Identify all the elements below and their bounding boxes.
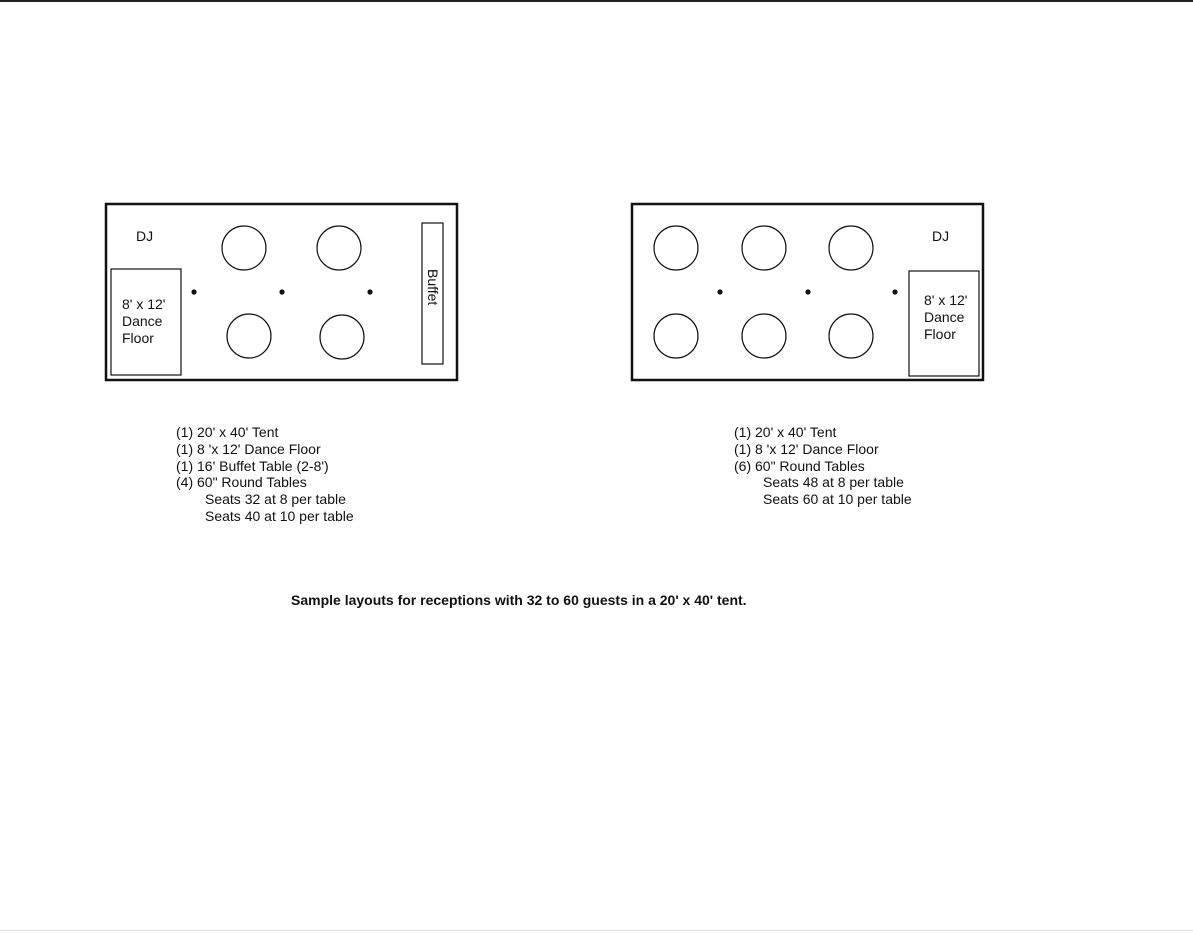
tent-layout-a: [106, 204, 457, 380]
spec-item: (1) 16' Buffet Table (2-8'): [176, 457, 329, 474]
round-table: [320, 315, 364, 359]
dj-label: DJ: [136, 228, 154, 244]
tent-layout-b: [632, 204, 983, 380]
spec-item: (1) 8 'x 12' Dance Floor: [176, 440, 321, 457]
bottom-border: [0, 930, 1193, 931]
spec-item: (1) 8 'x 12' Dance Floor: [734, 440, 879, 457]
round-table: [654, 226, 698, 270]
seating-item: Seats 40 at 10 per table: [205, 507, 354, 524]
tent-pole: [279, 289, 284, 294]
dj-label: DJ: [932, 228, 950, 244]
layout-b-specs: [734, 424, 912, 508]
spec-item: (1) 20' x 40' Tent: [176, 424, 279, 440]
buffet-label: Buffet: [425, 269, 441, 306]
round-table: [654, 314, 698, 358]
seating-item: Seats 32 at 8 per table: [205, 491, 346, 508]
round-table: [227, 314, 271, 358]
tent-pole: [717, 289, 722, 294]
round-table: [829, 226, 873, 270]
dance-floor-label-line-2: Dance: [122, 313, 163, 329]
round-table: [742, 314, 786, 358]
tent-pole: [892, 289, 897, 294]
round-table: [742, 226, 786, 270]
dance-floor-label-line-3: Floor: [924, 326, 956, 342]
tent-pole: [805, 289, 810, 294]
spec-item: (4) 60" Round Tables: [176, 474, 307, 491]
layout-a-specs: [176, 424, 354, 525]
seating-item: Seats 60 at 10 per table: [763, 491, 912, 508]
round-table: [829, 314, 873, 358]
dance-floor-label-line-2: Dance: [924, 309, 965, 325]
dance-floor-label-line-1: 8' x 12': [924, 292, 968, 308]
diagram-caption: Sample layouts for receptions with 32 to 60 guests in a 20' x 40' tent.: [291, 592, 747, 608]
dance-floor-label-line-1: 8' x 12': [122, 296, 166, 312]
tent-pole: [367, 289, 372, 294]
dance-floor-label-line-3: Floor: [122, 330, 154, 346]
tent-pole: [191, 289, 196, 294]
spec-item: (1) 20' x 40' Tent: [734, 424, 837, 440]
spec-item: (6) 60" Round Tables: [734, 457, 865, 474]
round-table: [317, 226, 361, 270]
round-table: [222, 226, 266, 270]
seating-item: Seats 48 at 8 per table: [763, 474, 904, 491]
